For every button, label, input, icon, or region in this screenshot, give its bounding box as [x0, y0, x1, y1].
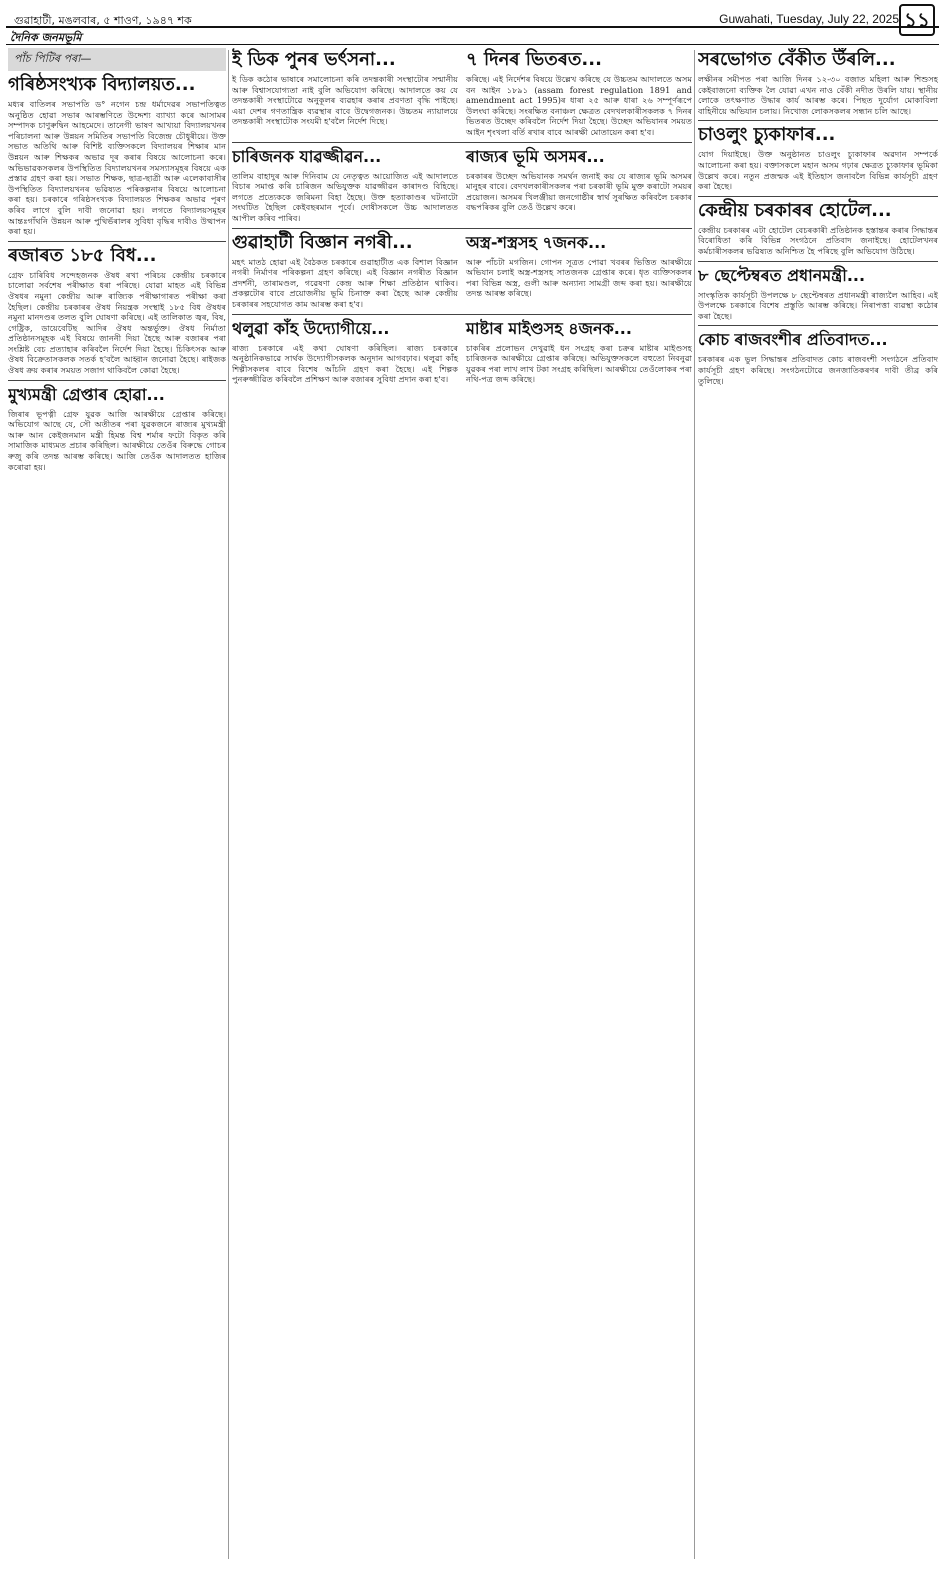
headline: গুৱাহাটী বিজ্ঞান নগৰী...	[232, 231, 413, 253]
headline: ৮ ছেপ্টেম্বৰত প্ৰধানমন্ত্ৰী...	[698, 265, 866, 285]
article	[8, 380, 226, 473]
headline: ৭ দিনৰ ভিতৰত...	[466, 49, 602, 70]
headline: ই ডিক পুনৰ ভৰ্ৎসনা...	[232, 49, 396, 70]
masthead: দৈনিক জনমভূমি	[10, 31, 82, 44]
headline: সৰভোগত বেঁকীত উঁৰলি...	[698, 49, 896, 70]
masthead-rule	[6, 44, 939, 45]
column-1	[8, 48, 226, 1561]
article-body: মহৎ মাতঠ হোৱা এই বৈঠকত চৰকাৰে গুৱাহাটীত এক বিশাল বিজ্ঞান নগৰী নিৰ্মাণৰ পৰিকল্পনা গ্ৰহণ কৰিছে। এই বিজ্ঞান নগৰীত বিজ্ঞান প্ৰদৰ্শনী, তাৰামণ্ডল, গৱেষণা কেন্দ্ৰ আৰু শিক্ষা প্ৰতিষ্ঠান থাকিব। প্ৰকল্পটোৰ বাবে প্ৰয়োজনীয় ভূমি চিনাক্ত কৰা হৈছে আৰু কেন্দ্ৰীয় চৰকাৰৰ সহযোগত কাম আৰম্ভ কৰা হ'ব।	[232, 256, 458, 309]
column-2-3	[232, 48, 692, 1561]
article-body: লক্ষীনৰ সমীপত পৰা আজি দিনৰ ১২-৩০ বজাত মহিলা আৰু শিশুসহ কেইবাজনো ব্যক্তিক লৈ যোৱা এখন নাও বেঁকী নদীত উৰলি যায়। স্থানীয় লোকে তৎক্ষণাত উদ্ধাৰ কাৰ্য আৰম্ভ কৰে। পিছত দুৰ্যোগ মোকাবিলা বাহিনীয়ে অভিযান চলায়। নিখোজ লোকসকলৰ সন্ধান চলি আছে।	[698, 74, 938, 116]
article	[698, 325, 938, 386]
article	[232, 145, 458, 224]
article-body: চৰকাৰৰ উচ্ছেদ অভিযানক সমৰ্থন জনাই কয় যে ৰাজ্যৰ ভূমি অসমৰ মানুহৰ বাবে। বেদখলকাৰীসকলৰ পৰা চৰকাৰী ভূমি মুক্ত কৰাটো সময়ৰ প্ৰয়োজন। অসমৰ খিলঞ্জীয়া জনগোষ্ঠীৰ স্বাৰ্থ সুৰক্ষিত কৰিবলৈ চৰকাৰ বদ্ধপৰিকৰ বুলি তেওঁ উল্লেখ কৰে।	[466, 170, 692, 213]
article-body: ৰাজ্য চৰকাৰে এই কথা ঘোষণা কৰিছিল। ৰাজ্য চৰকাৰে অনুষ্ঠানিকভাৱে সাৰ্থক উদ্যোগীসকলক অনুদান আগবঢ়াব। থলুৱা কাঁহ শিল্পীসকলৰ বাবে বিশেষ আঁচনি গ্ৰহণ কৰা হৈছে। এই শিল্পক পুনৰুজ্জীৱিত কৰিবলৈ প্ৰশিক্ষণ আৰু বজাৰৰ সুবিধা প্ৰদান কৰা হ'ব।	[232, 342, 458, 385]
headline: চাৰিজনক যাৱজ্জীৱন...	[232, 146, 382, 166]
headline: থলুৱা কাঁহ উদ্যোগীয়ে...	[232, 318, 390, 338]
column-divider	[228, 50, 229, 1559]
article	[466, 317, 692, 385]
article-body: মধ্যৰ বাতিলৰ সভাপতি ড° নগেন চন্দ্ৰ ধৰ্মাদেৱৰ সভাপতিত্বত অনুষ্ঠিত হোৱা সভাৰ আৰম্ভণিতে উদ্দেশ্য ব্যাখ্যা কৰে আসামৰ সম্পাদক চাণুৰুদ্বিন আহমেদে। তানেগী ভাষণ আখ্যয়া বিদ্যালয়খনৰ পৰিচালনা আৰু উন্নয়ন সমিতিৰ সভাপতি বিজেন্দ্ৰ চৌধুৰীয়ে। উক্ত সভাত অতিথি আৰু বিশিষ্ট ব্যক্তিসকলে বিদ্যালয়ৰ শিক্ষাৰ মান উন্নয়ন আৰু শিক্ষকৰ অভাৱ দূৰ কৰাৰ বিষয়ে আলোচনা কৰে। অভিভাৱকসকলৰ উপস্থিতিত বিদ্যালয়খনৰ সমস্যাসমূহৰ বিষয়ে এক প্ৰস্তাৱ গ্ৰহণ কৰা হয়। সভাত শিক্ষক, ছাত্ৰ-ছাত্ৰী আৰু এলেকাবাসীৰ উপস্থিতিত বিদ্যালয়খনৰ ভৱিষ্যত পৰিকল্পনাৰ বিষয়ে আলোচনা কৰা হয়। চৰকাৰে গৰিষ্ঠসংখ্যক বিদ্যালয়ত শিক্ষকৰ অভাৱ পূৰণ কৰিব লাগে বুলি দাবী জনোৱা হয়। লগতে বিদ্যালয়সমূহৰ আন্তঃগাঁথনি উন্নয়ন আৰু পুথিভঁৰালৰ সুবিধা বৃদ্ধিৰ দাবীও উত্থাপন কৰা হয়।	[8, 99, 226, 237]
column-divider	[694, 50, 695, 1559]
article-body: ই ডিক কঠোৰ ভাষাৰে সমালোচনা কৰি তদন্তকাৰী সংস্থাটোৰ সন্মানীয় আৰু বিশ্বাসযোগ্যতা নাই বুলি অভিযোগ কৰিছে। আদালতে কয় যে তদন্তকাৰী সংস্থাটোৱে অনুকূলৰ ব্যৱহাৰ কৰাৰ প্ৰবণতা বৃদ্ধি পাইছে। এয়া দেশৰ গণতান্ত্ৰিক ব্যৱস্থাৰ বাবে উদ্বেগজনক। উচ্চতম ন্যায়ালয়ে তদন্তকাৰী সংস্থাটোক সংযমী হ'বলৈ নিৰ্দেশ দিছে।	[232, 74, 458, 127]
article-body: আৰু পাঁচটা মগজিন। গোপন সূত্ৰত পোৱা খবৰৰ ভিত্তিত আৰক্ষীয়ে অভিযান চলাই অস্ত্ৰ-শস্ত্ৰসহ সাতজনক গ্ৰেপ্তাৰ কৰে। ধৃত ব্যক্তিসকলৰ পৰা বিভিন্ন অস্ত্ৰ, গুলী আৰু অন্যান্য সামগ্ৰী জব্দ কৰা হয়। আৰক্ষীয়ে তদন্ত আৰম্ভ কৰিছে।	[466, 256, 692, 299]
header-rule	[6, 26, 939, 28]
headline: অস্ত্ৰ-শস্ত্ৰসহ ৭জনক...	[466, 232, 607, 252]
article	[232, 317, 458, 385]
headline: ৰজাৰত ১৮৫ বিধ...	[8, 244, 157, 266]
headline: ৰাজ্যৰ ভূমি অসমৰ...	[466, 146, 605, 166]
article	[698, 261, 938, 322]
headline: কেন্দ্ৰীয় চৰকাৰৰ হোটেল...	[698, 199, 892, 221]
date-left: গুৱাহাটী, মঙলবাৰ, ৫ শাওণ, ১৯৪৭ শক	[14, 14, 192, 27]
article	[232, 48, 458, 138]
article	[466, 145, 692, 224]
headline: চাওলুং চ্যুকাফাৰ...	[698, 124, 836, 146]
article	[466, 231, 692, 310]
article-body: কৰিছে। এই নিৰ্দেশৰ বিষয়ে উল্লেখ কৰিছে যে উচ্চতম আদালতে অসম বন আইন ১৮৯১ (assam forest regulation 1891 and amendment act 1995)ৰ ধাৰা ২৫ আৰু ধাৰা ২৬ সম্পূৰ্ণৰূপে উলংঘা কৰিছে। সংৰক্ষিত বনাঞ্চল ক্ষেত্ৰত বেদখলকাৰীসকলক ৭ দিনৰ ভিতৰত উচ্ছেদ কৰিবলৈ নিৰ্দেশ দিয়া হৈছে। উচ্ছেদ অভিযানৰ সময়ত আইন শৃংখলা বৰ্তি ৰখাৰ বাবে আৰক্ষী মোতায়েন কৰা হ'ব।	[466, 74, 692, 137]
date-right: Guwahati, Tuesday, July 22, 2025	[719, 12, 899, 26]
article-body: তালিম বাহাদুৰ আৰু দিনিবাম যে নেতৃত্বত আয়োজিত এই আদালতে বিচাৰ সমাপ্ত কৰি চাৰিজন অভিযুক্তক যাৱজ্জীৱন কাৰাদণ্ড বিহিছে। লগতে প্ৰত্যেককে জৰিমনা বিহা হৈছে। উক্ত হত্যাকাণ্ডৰ ঘটনাটো সংঘটিত হৈছিল কেইবছৰমান পূৰ্বে। দোষীসকলে উচ্চ আদালতত আপীল কৰিব পাৰিব।	[232, 170, 458, 223]
article-body: কেন্দ্ৰীয় চৰকাৰৰ এটা হোটেল বেচৰকাৰী প্ৰতিষ্ঠানক হস্তান্তৰ কৰাৰ সিদ্ধান্তৰ বিৰোধিতা কৰি বিভিন্ন সংগঠনে প্ৰতিবাদ জনাইছে। হোটেলখনৰ কৰ্মচাৰীসকলৰ ভৱিষ্যত অনিশ্চিত হৈ পৰিছে বুলি অভিযোগ উঠিছে।	[698, 224, 938, 256]
article-body: জিৰাৰ ভূপত্নী গ্ৰেফ যুৱক আজি আৰক্ষীয়ে গ্ৰেপ্তাৰ কৰিছে। অভিযোগ আছে যে, সৌ অতীতৰ পৰা যুৱকজনে ৰাজ্যৰ মুখ্যমন্ত্ৰী আৰু আন কেইজনমান মন্ত্ৰী হিমন্ত বিশ্ব শৰ্মাৰ ফটো বিকৃত কৰি সামাজিক মাধ্যমত প্ৰচাৰ কৰিছিল। আৰক্ষীয়ে তেওঁৰ বিৰুদ্ধে গোচৰ ৰুজু কৰি তদন্ত আৰম্ভ কৰিছে। আজি তেওঁক আদালতত হাজিৰ কৰোৱা হয়।	[8, 408, 226, 472]
article-body: সাংস্কৃতিক কাৰ্যসূচী উপলক্ষে ৮ ছেপ্টেম্বৰত প্ৰধানমন্ত্ৰী ৰাজ্যলৈ আহিব। এই উপলক্ষে চৰকাৰে বিশেষ প্ৰস্তুতি আৰম্ভ কৰিছে। নিৰাপত্তা ব্যৱস্থা কঠোৰ কৰা হৈছে।	[698, 289, 938, 321]
headline: গৰিষ্ঠসংখ্যক বিদ্যালয়ত...	[8, 74, 196, 95]
article	[466, 48, 692, 138]
page-number: ১১	[899, 4, 935, 36]
article	[8, 241, 226, 376]
article-body: চাকৰিৰ প্ৰলোভন দেখুৱাই ধন সংগ্ৰহ কৰা চক্ৰৰ মাষ্টাৰ মাইণ্ডসহ চাৰিজনক আৰক্ষীয়ে গ্ৰেপ্তাৰ কৰিছে। অভিযুক্তসকলে বহুতো নিবনুৱা যুৱকৰ পৰা লাখ লাখ টকা সংগ্ৰহ কৰিছিল। আৰক্ষীয়ে তেওঁলোকৰ পৰা নথি-পত্ৰ জব্দ কৰিছে।	[466, 342, 692, 385]
article-body: চৰকাৰৰ এক ভুল সিদ্ধান্তৰ প্ৰতিবাদত কোচ ৰাজবংশী সংগঠনে প্ৰতিবাদ কাৰ্যসূচী গ্ৰহণ কৰিছে। সংগঠনটোৱে জনজাতিকৰণৰ দাবী তীব্ৰ কৰি তুলিছে।	[698, 354, 938, 386]
article	[232, 231, 458, 310]
headline: মাষ্টাৰ মাইণ্ডসহ ৪জনক...	[466, 318, 632, 338]
article	[8, 75, 226, 237]
article	[698, 50, 938, 116]
section-label: পাঁচ পিটিৰ পৰা—	[8, 48, 226, 71]
article	[698, 196, 938, 257]
headline: মুখ্যমন্ত্ৰী গ্ৰেপ্তাৰ হোৱা...	[8, 384, 165, 404]
article-body: গ্ৰেফ চাৰিবিধ সন্দেহজনক ঔষধ ৰখা পৰিচয় কেন্দ্ৰীয় চৰকাৰে চালোৱা সৰ্বশেষ পৰীক্ষাত ধৰা পৰিছে। যোৱা মাহত এই বিভিন্ন ঔষধৰ নমুনা কেন্দ্ৰীয় আৰু ৰাজ্যিক পৰীক্ষাগাৰত পৰীক্ষা কৰা হৈছিল। কেন্দ্ৰীয় চৰকাৰৰ ঔষধ নিয়ন্ত্ৰক সংস্থাই ১৮৫ বিধ ঔষধৰ নমুনা মানদণ্ডৰ তলত বুলি ঘোষণা কৰিছে। এই তালিকাত জ্বৰ, বিষ, গেষ্ট্ৰিক, ডায়েবেটিছ আদিৰ ঔষধ অন্তৰ্ভুক্ত। ঔষধ নিৰ্মাতা প্ৰতিষ্ঠানসমূহক এই বিষয়ে জাননী দিয়া হৈছে আৰু বজাৰৰ পৰা সংশ্লিষ্ট বেচ প্ৰত্যাহাৰ কৰিবলৈ নিৰ্দেশ দিয়া হৈছে। চিকিৎসক আৰু ঔষধ বিক্ৰেতাসকলক সতৰ্ক হ'বলৈ আহ্বান জনোৱা হৈছে। ৰাইজক ঔষধ ক্ৰয় কৰাৰ সময়ত সজাগ থাকিবলৈ কোৱা হৈছে।	[8, 269, 226, 376]
article-body: যোগ দিয়াইছে। উক্ত অনুষ্ঠানত চাওলুং চ্যুকাফাৰ অৱদান সম্পৰ্কে আলোচনা কৰা হয়। বক্তাসকলে মহান অসম গঢ়াৰ ক্ষেত্ৰত চ্যুকাফাৰ ভূমিকা উল্লেখ কৰে। নতুন প্ৰজন্মক এই ইতিহাস জনাবলৈ বিভিন্ন কাৰ্যসূচী গ্ৰহণ কৰা হৈছে।	[698, 149, 938, 192]
article	[698, 120, 938, 191]
column-4	[698, 48, 938, 1561]
headline: কোচ ৰাজবংশীৰ প্ৰতিবাদত...	[698, 330, 888, 350]
